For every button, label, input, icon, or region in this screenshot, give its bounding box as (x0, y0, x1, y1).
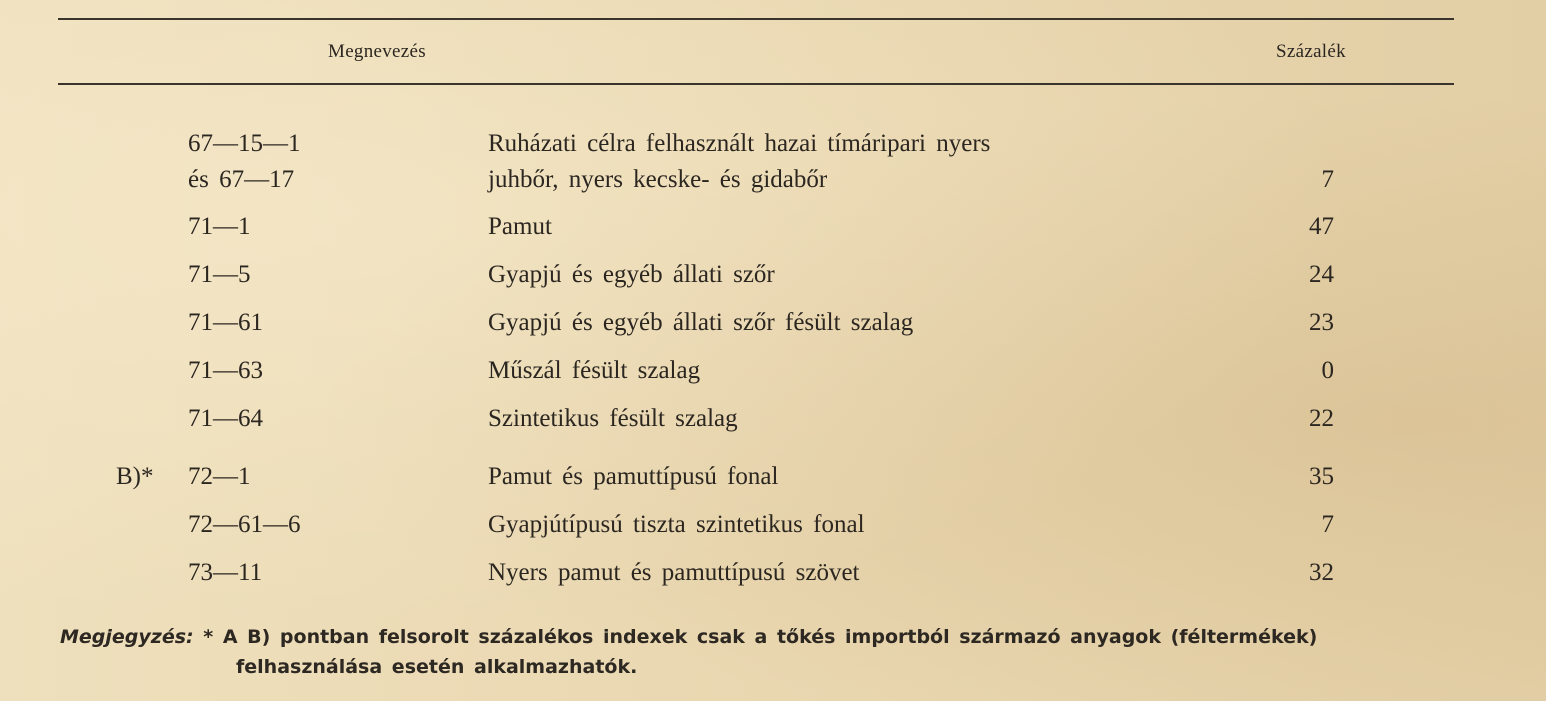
row-description-continued: juhbőr, nyers kecske- és gidabőr (488, 166, 828, 193)
row-description: Szintetikus fésült szalag (488, 405, 738, 432)
footnote (60, 622, 1317, 652)
row-description: Nyers pamut és pamuttípusú szövet (488, 559, 860, 586)
row-code: 71—63 (188, 357, 263, 384)
row-description: Gyapjú és egyéb állati szőr (488, 261, 775, 288)
row-description: Gyapjútípusú tiszta szintetikus fonal (488, 511, 865, 538)
row-percent: 35 (1309, 463, 1334, 490)
row-code: 71—1 (188, 213, 251, 240)
table-header-rule (58, 83, 1454, 85)
row-code: 71—5 (188, 261, 251, 288)
row-percent: 7 (1321, 511, 1334, 538)
row-percent: 24 (1309, 261, 1334, 288)
row-code: 71—61 (188, 309, 263, 336)
column-header-percent: Százalék (1276, 41, 1346, 62)
row-percent: 23 (1309, 309, 1334, 336)
row-code: 72—61—6 (188, 511, 301, 538)
row-percent: 32 (1309, 559, 1334, 586)
row-percent: 22 (1309, 405, 1334, 432)
row-section-prefix: B)* (116, 463, 154, 490)
row-code: 71—64 (188, 405, 263, 432)
row-percent: 0 (1321, 357, 1334, 384)
row-description: Gyapjú és egyéb állati szőr fésült szalag (488, 309, 914, 336)
row-description: Pamut és pamuttípusú fonal (488, 463, 779, 490)
row-percent: 47 (1309, 213, 1334, 240)
row-code: 73—11 (188, 559, 263, 586)
row-percent: 7 (1321, 166, 1334, 193)
row-code: 67—15—1 (188, 130, 301, 157)
row-description: Műszál fésült szalag (488, 357, 701, 384)
row-code: 72—1 (188, 463, 251, 490)
footnote-text: * A B) pontban felsorolt százalékos indexek csak a tőkés importból származó anyagok (féltermékek) (203, 626, 1318, 648)
row-code-continued: és 67—17 (188, 166, 295, 193)
row-description: Pamut (488, 213, 552, 240)
column-header-name: Megnevezés (328, 41, 426, 62)
footnote-label: Megjegyzés: (60, 626, 194, 648)
footnote-text-continued: felhasználása esetén alkalmazhatók. (236, 656, 638, 678)
row-description: Ruházati célra felhasznált hazai tímáripari nyers (488, 130, 991, 157)
table-top-rule (58, 18, 1454, 20)
